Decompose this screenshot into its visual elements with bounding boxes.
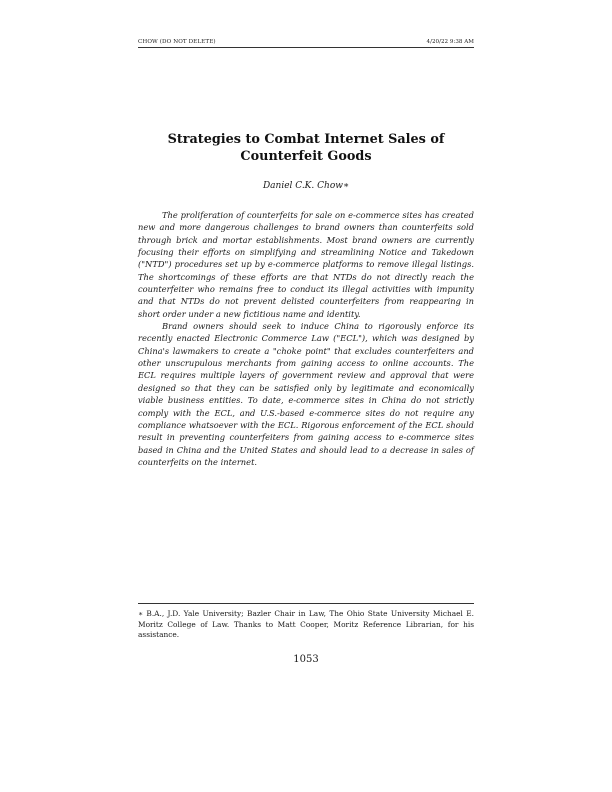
running-head-left: CHOW (DO NOT DELETE) — [138, 39, 216, 45]
running-header — [138, 37, 474, 48]
footnote-marker: ∗ — [138, 609, 144, 618]
footnote-text: B.A., J.D. Yale University; Bazler Chair in Law, The Ohio State University Michael E. Moritz College of Law. Thanks to Matt Cooper, Moritz Reference Librarian, for his assistance. — [138, 609, 474, 639]
author-name: Daniel C.K. Chow — [262, 181, 343, 191]
author-line — [138, 180, 474, 192]
page-number: 1053 — [293, 654, 319, 665]
footnote-divider — [138, 603, 474, 604]
author-footnote-marker: ∗ — [342, 181, 350, 191]
abstract — [138, 209, 474, 468]
running-head-date: 4/20/22 9:38 AM — [426, 39, 474, 45]
abstract-paragraph: The proliferation of counterfeits for sale on e-commerce sites has created new and more dangerous challenges to brand owners than counterfeits sold through brick and mortar establishments. Most brand owners are currently focusing their efforts on simplifying and streamlining Notice and Takedown ("NTD") procedures set up by e-commerce platforms to remove illegal listings. The shortcomings of these efforts are that NTDs do not directly reach the counterfeiter who remains free to conduct its illegal activities with impunity and that NTDs do not prevent delisted counterfeiters from reappearing in short order under a new fictitious name and identity. — [138, 210, 474, 319]
article-title: Strategies to Combat Internet Sales of Counterfeit Goods — [167, 132, 445, 164]
abstract-paragraph: Brand owners should seek to induce China to rigorously enforce its recently enacted Electronic Commerce Law ("ECL"), which was designed by China's lawmakers to create a "choke point" that excludes counterfeiters and other unscrupulous merchants from gaining access to online accounts. The ECL requires multiple layers of government review and approval that were designed so that they can be satisfied only by legitimate and economically viable business entities. To date, e-commerce sites in China do not strictly comply with the ECL, and U.S.-based e-commerce sites do not require any compliance whatsoever with the ECL. Rigorous enforcement of the ECL should result in preventing counterfeiters from gaining access to e-commerce sites based in China and the United States and should lead to a decrease in sales of counterfeits on the internet. — [138, 321, 474, 467]
footnote — [138, 609, 474, 641]
